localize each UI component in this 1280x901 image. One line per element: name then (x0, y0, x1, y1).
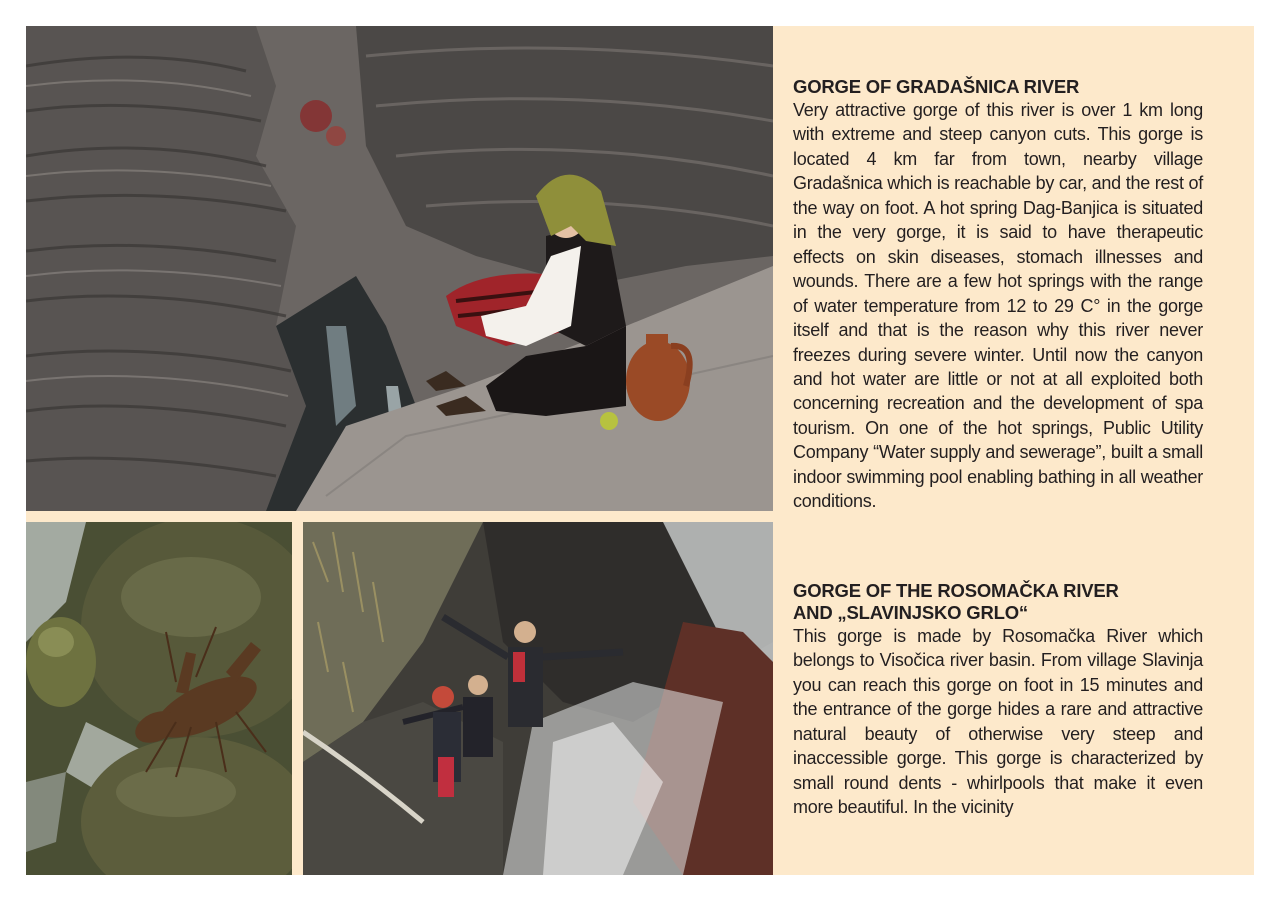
heading-line: GORGE OF THE ROSOMAČKA RIVER (793, 580, 1119, 601)
section-heading (793, 76, 1203, 98)
section-rosomacka (793, 580, 1203, 820)
section-body: Very attractive gorge of this river is over 1 km long with extreme and steep canyon cuts. This gorge is located 4 km far from town, nearby village Gradašnica which is reachable by car, and the rest of the way on foot. A hot spring Dag-Banjica is situated in the very gorge, it is said to have therapeutic effects on skin diseases, stomach illnesses and wounds. There are a few hot springs with the range of water temperature from 12 to 29 C° in the gorge itself and that is the reason why this river never freezes during severe winter. Until now the canyon and hot water are little or not at all exploited both concerning recreation and the development of spa tourism. On one of the hot springs, Public Utility Company “Water supply and sewerage”, built a small indoor swimming pool enabling bathing in all weather conditions. (793, 100, 1203, 512)
waterfall-hikers-photo (303, 522, 773, 875)
canyon-woman-photo (26, 26, 773, 511)
heading-line: AND „SLAVINJSKO GRLO“ (793, 602, 1028, 623)
crayfish-photo (26, 522, 292, 875)
section-body: This gorge is made by Rosomačka River which belongs to Visočica river basin. From village Slavinja you can reach this gorge on foot in 15 minutes and the entrance of the gorge hides a rare and attractive natural beauty of otherwise very steep and inaccessible gorge. This gorge is characterized by small round dents - whirlpools that make it even more beautiful. In the vicinity (793, 626, 1203, 818)
section-gradasnica (793, 76, 1203, 514)
section-heading (793, 580, 1203, 624)
heading-line: GORGE OF GRADAŠNICA RIVER (793, 76, 1080, 97)
